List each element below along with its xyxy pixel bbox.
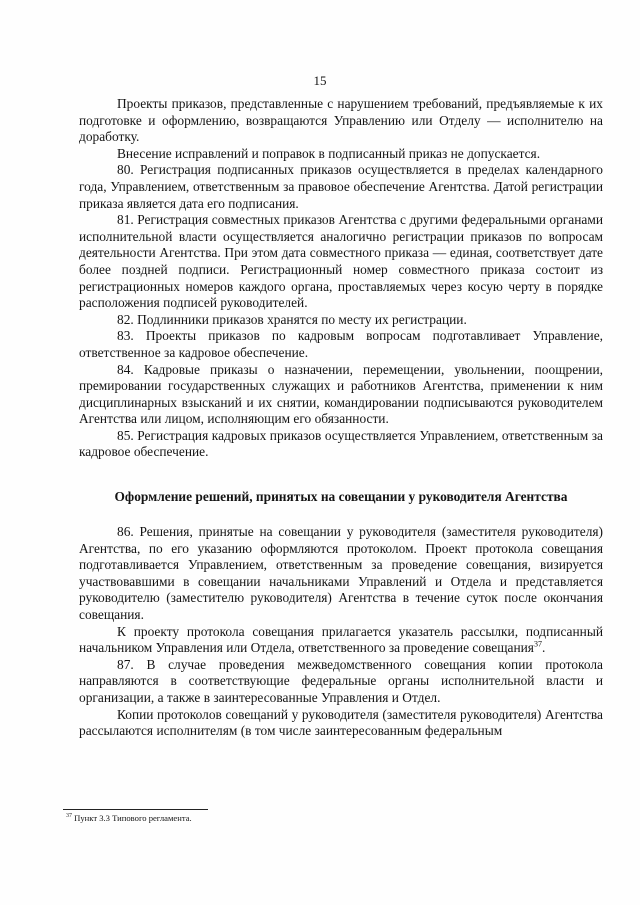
text-block-top — [79, 96, 603, 461]
paragraph: 81. Регистрация совместных приказов Агентства с другими федеральными органами исполнительной власти осуществляется аналогично регистрации приказов по вопросам деятельности Агентства. При этом дата совместного приказа — единая, соответствует дате более поздней подписи. Регистрационный номер совместного приказа состоит из регистрационных номеров каждого органа, проставляемых через косую черту в порядке расположения подписей руководителей. — [79, 212, 603, 311]
paragraph: Внесение исправлений и поправок в подписанный приказ не допускается. — [117, 145, 541, 161]
paragraph: 83. Проекты приказов по кадровым вопросам подготавливает Управление, ответственное за кадровое обеспечение. — [79, 328, 603, 360]
paragraph: 80. Регистрация подписанных приказов осуществляется в пределах календарного года, Управлением, ответственным за правовое обеспечение Агентства. Датой регистрации приказа является дата его подписания. — [79, 162, 603, 211]
section-heading: Оформление решений, принятых на совещании у руководителя Агентства — [114, 489, 568, 504]
text-block-bottom — [79, 524, 603, 740]
footnote-divider — [63, 809, 208, 810]
paragraph: 85. Регистрация кадровых приказов осуществляется Управлением, ответственным за кадровое обеспечение. — [79, 427, 603, 460]
paragraph: 86. Решения, принятые на совещании у руководителя (заместителя руководителя) Агентства, по его указанию оформляются протоколом. Проект протокола совещания подготавливается Управлением, ответственным за проведение совещания, визируется участвовавшими в совещании начальниками Управлений и Отдела и представляется руководителю (заместителю руководителя) Агентства в течение суток после окончания совещания. — [79, 524, 603, 622]
paragraph-end: . — [541, 640, 546, 656]
footnote-reference[interactable]: 37 — [533, 639, 542, 649]
paragraph: 87. В случае проведения межведомственного совещания копии протокола направляются в соответствующие федеральные органы исполнительной власти и организации, а также в заинтересованные Управления и Отдел. — [79, 656, 603, 705]
paragraph: 84. Кадровые приказы о назначении, перемещении, увольнении, поощрении, премировании государственных служащих и работников Агентства, применении к ним дисциплинарных взысканий и их снятии, командировании подписываются руководителем Агентства или лицом, исполняющим его обязанности. — [79, 361, 603, 427]
footnote-number: 37 — [66, 813, 72, 820]
footnote — [66, 813, 192, 823]
paragraph: Проекты приказов, представленные с нарушением требований, предъявляемые к их подготовке и оформлению, возвращаются Управлению или Отделу — исполнителю на доработку. — [79, 96, 603, 145]
paragraph-with-footnote-ref — [79, 624, 603, 657]
page-number: 15 — [313, 73, 327, 88]
footnote-text: Пункт 3.3 Типового регламента. — [74, 813, 192, 823]
paragraph: 82. Подлинники приказов хранятся по месту их регистрации. — [117, 311, 467, 327]
paragraph: Копии протоколов совещаний у руководителя (заместителя руководителя) Агентства рассылаются исполнителям (в том числе заинтересованным федеральным — [79, 706, 603, 739]
paragraph-text: К проекту протокола совещания прилагается указатель рассылки, подписанный начальником Управления или Отдела, ответственного за проведение совещания — [79, 623, 603, 656]
